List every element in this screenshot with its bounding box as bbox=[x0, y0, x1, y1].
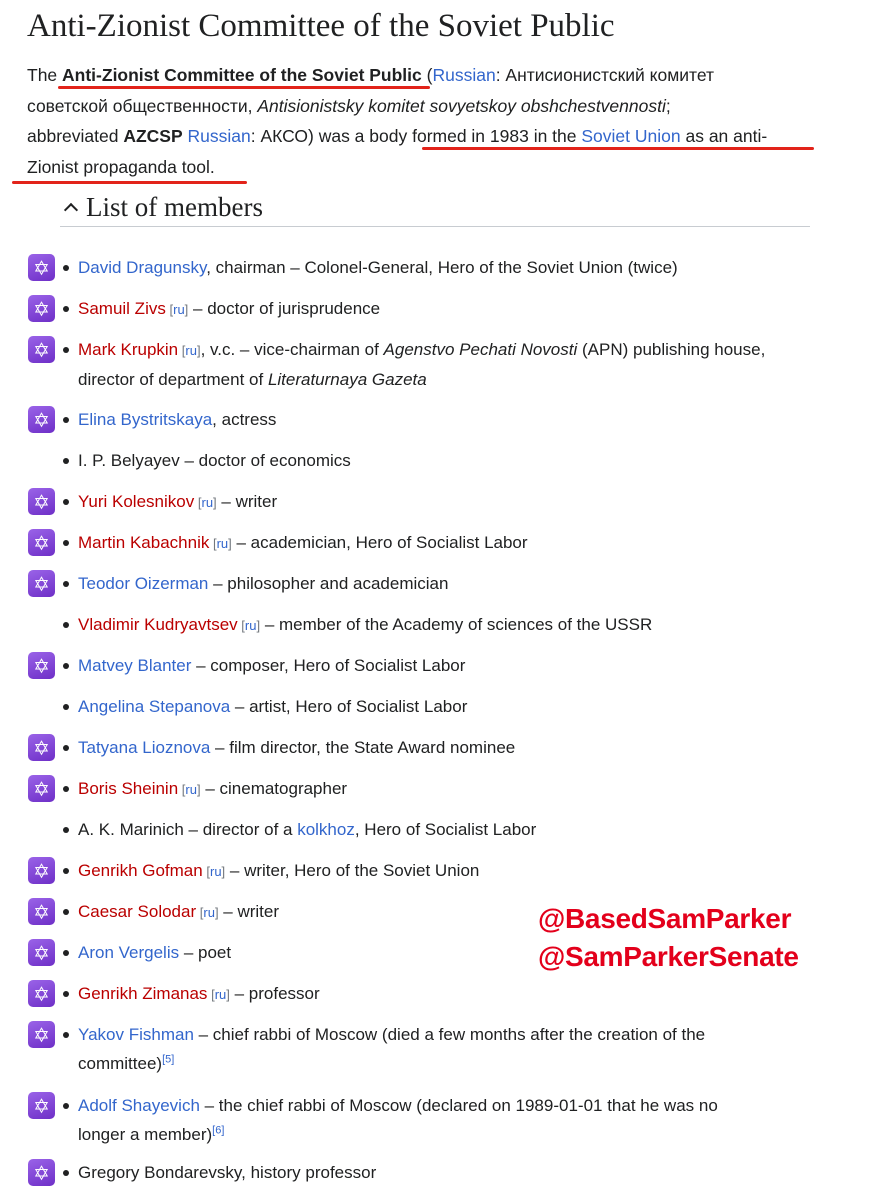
member-description-line2: committee) bbox=[78, 1054, 163, 1073]
star-of-david-icon: ✡ bbox=[28, 1159, 55, 1186]
member-text bbox=[78, 733, 818, 762]
member-description: – poet bbox=[179, 943, 232, 962]
member-name-link[interactable]: Tatyana Lioznova bbox=[78, 738, 211, 757]
member-description: – cinematographer bbox=[200, 779, 348, 798]
ru-tag: ru bbox=[209, 864, 222, 879]
citation-link[interactable]: [6] bbox=[212, 1124, 225, 1137]
star-of-david-icon: ✡ bbox=[28, 336, 55, 363]
bullet bbox=[63, 622, 69, 628]
member-name-link[interactable]: Vladimir Kudryavtsev bbox=[78, 615, 238, 634]
ru-bracket: [ bbox=[197, 495, 202, 510]
bullet bbox=[63, 704, 69, 710]
member-text bbox=[78, 815, 818, 844]
member-name-link[interactable]: Yakov Fishman bbox=[78, 1025, 194, 1044]
bullet bbox=[63, 347, 69, 353]
member-name-link[interactable]: Teodor Oizerman bbox=[78, 574, 209, 593]
ru-bracket: [ bbox=[199, 905, 204, 920]
member-description: – chief rabbi of Moscow (died a few months after the creation of the bbox=[193, 1025, 706, 1044]
transliteration: Antisionistsky komitet sovyetskoy obshchestvennosti bbox=[257, 95, 666, 116]
members-section bbox=[60, 188, 810, 227]
member-description: – writer, Hero of the Soviet Union bbox=[225, 861, 480, 880]
star-of-david-icon: ✡ bbox=[28, 652, 55, 679]
soviet-union-link[interactable]: Soviet Union bbox=[581, 126, 681, 146]
bullet bbox=[63, 950, 69, 956]
star-of-david-icon: ✡ bbox=[28, 939, 55, 966]
ru-tag: ru bbox=[214, 987, 227, 1002]
kolkhoz-link[interactable]: kolkhoz bbox=[297, 820, 355, 839]
member-description: – film director, the State Award nominee bbox=[210, 738, 516, 757]
star-of-david-icon: ✡ bbox=[28, 857, 55, 884]
member-description-line2: longer a member) bbox=[78, 1125, 213, 1144]
member-text bbox=[78, 610, 818, 640]
member-text bbox=[78, 294, 818, 324]
ru-bracket: [ bbox=[169, 302, 174, 317]
star-of-david-icon: ✡ bbox=[28, 734, 55, 761]
member-description: – artist, Hero of Socialist Labor bbox=[230, 697, 468, 716]
star-of-david-icon: ✡ bbox=[28, 529, 55, 556]
member-description: – member of the Academy of sciences of the USSR bbox=[260, 615, 653, 634]
member-text bbox=[78, 405, 818, 434]
member-name-link[interactable]: David Dragunsky bbox=[78, 258, 207, 277]
bullet bbox=[63, 909, 69, 915]
member-text bbox=[78, 979, 818, 1009]
ru-bracket: [ bbox=[181, 782, 186, 797]
star-of-david-icon: ✡ bbox=[28, 980, 55, 1007]
abbreviation: AZCSP bbox=[123, 126, 183, 146]
ru-bracket: ] bbox=[221, 864, 226, 879]
member-description: – composer, Hero of Socialist Labor bbox=[191, 656, 466, 675]
member-description: – doctor of jurisprudence bbox=[188, 299, 381, 318]
bullet bbox=[63, 581, 69, 587]
ru-bracket: [ bbox=[211, 987, 215, 1002]
ru-tag: ru bbox=[201, 495, 214, 510]
member-plain-text: Gregory Bondarevsky, history professor bbox=[78, 1163, 377, 1182]
member-description: – professor bbox=[229, 984, 320, 1003]
watermark-handle-1: @BasedSamParker bbox=[538, 903, 792, 934]
watermark bbox=[538, 900, 799, 976]
russian-language-link[interactable]: Russian bbox=[432, 65, 496, 85]
member-name-link[interactable]: Matvey Blanter bbox=[78, 656, 192, 675]
bullet bbox=[63, 458, 69, 464]
ru-bracket: [ bbox=[241, 618, 245, 633]
member-text bbox=[78, 446, 818, 475]
member-text bbox=[78, 569, 818, 598]
bullet bbox=[63, 499, 69, 505]
ru-bracket: [ bbox=[206, 864, 210, 879]
ru-tag: ru bbox=[185, 343, 197, 358]
bullet bbox=[63, 991, 69, 997]
ru-tag: ru bbox=[173, 302, 185, 317]
star-of-david-icon: ✡ bbox=[28, 295, 55, 322]
bullet bbox=[63, 827, 69, 833]
bullet bbox=[63, 1170, 69, 1176]
member-description: – writer bbox=[216, 492, 278, 511]
member-text bbox=[78, 1091, 818, 1149]
member-name-link[interactable]: Elina Bystritskaya bbox=[78, 410, 213, 429]
ru-tag: ru bbox=[203, 905, 215, 920]
member-name-link[interactable]: Adolf Shayevich bbox=[78, 1096, 200, 1115]
ru-tag: ru bbox=[216, 536, 229, 551]
ru-interlanguage-link[interactable] bbox=[238, 618, 260, 633]
red-underline-propaganda bbox=[12, 181, 247, 184]
ru-interlanguage-link[interactable] bbox=[203, 864, 225, 879]
ru-bracket: ] bbox=[226, 987, 230, 1002]
section-title: List of members bbox=[86, 191, 263, 222]
star-of-david-icon: ✡ bbox=[28, 488, 55, 515]
intro-text: as an anti- bbox=[680, 126, 768, 146]
member-name-link[interactable]: Caesar Solodar bbox=[78, 902, 197, 921]
intro-text: ( bbox=[421, 65, 433, 85]
watermark-handle-2: @SamParkerSenate bbox=[538, 941, 799, 972]
bullet bbox=[63, 786, 69, 792]
red-underline-formed bbox=[422, 147, 814, 150]
member-text bbox=[78, 528, 818, 558]
ru-interlanguage-link[interactable] bbox=[196, 905, 218, 920]
member-text bbox=[78, 856, 818, 886]
ru-bracket: ] bbox=[184, 302, 189, 317]
ru-tag: ru bbox=[244, 618, 257, 633]
ru-interlanguage-link[interactable] bbox=[209, 536, 231, 551]
member-description-italic: Literaturnaya Gazeta bbox=[267, 370, 427, 389]
intro-text: ; bbox=[665, 95, 671, 116]
bullet bbox=[63, 868, 69, 874]
intro-text: советской общественности, bbox=[27, 95, 258, 116]
member-name-link[interactable]: Samuil Zivs bbox=[78, 299, 166, 318]
ru-bracket: ] bbox=[256, 618, 261, 633]
star-of-david-icon: ✡ bbox=[28, 775, 55, 802]
bold-title-name: Anti-Zionist Committee of the Soviet Public bbox=[62, 65, 422, 85]
bullet bbox=[63, 1103, 69, 1109]
member-text bbox=[78, 1158, 818, 1187]
ru-bracket: ] bbox=[213, 495, 217, 510]
ru-interlanguage-link[interactable] bbox=[166, 302, 188, 317]
ru-interlanguage-link[interactable] bbox=[178, 782, 200, 797]
member-plain-text: A. K. Marinich – director of a bbox=[78, 820, 298, 839]
member-description: , chairman – Colonel-General, Hero of the Soviet Union (twice) bbox=[206, 258, 678, 277]
member-name-link[interactable]: Aron Vergelis bbox=[78, 943, 180, 962]
member-description: , v.c. – vice-chairman of bbox=[200, 340, 384, 359]
member-description: – writer bbox=[218, 902, 280, 921]
star-of-david-icon: ✡ bbox=[28, 1092, 55, 1119]
member-description: – academician, Hero of Socialist Labor bbox=[231, 533, 528, 552]
member-name-link[interactable]: Genrikh Gofman bbox=[78, 861, 203, 880]
intro-text: abbreviated bbox=[27, 126, 124, 146]
intro-line-4 bbox=[27, 152, 827, 183]
ru-interlanguage-link[interactable] bbox=[207, 987, 229, 1002]
member-name-link[interactable]: Genrikh Zimanas bbox=[78, 984, 208, 1003]
member-name-link[interactable]: Martin Kabachnik bbox=[78, 533, 210, 552]
star-of-david-icon: ✡ bbox=[28, 254, 55, 281]
bullet bbox=[63, 306, 69, 312]
member-text bbox=[78, 692, 818, 721]
ru-bracket: [ bbox=[181, 343, 186, 358]
member-text bbox=[78, 487, 818, 517]
intro-text: The bbox=[27, 65, 63, 85]
intro-text: formed in 1983 in the bbox=[412, 126, 582, 146]
bullet bbox=[63, 540, 69, 546]
star-of-david-icon: ✡ bbox=[28, 898, 55, 925]
citation-link[interactable]: [5] bbox=[162, 1053, 175, 1066]
star-of-david-icon: ✡ bbox=[28, 406, 55, 433]
member-plain-text: , Hero of Socialist Labor bbox=[354, 820, 537, 839]
ru-bracket: ] bbox=[196, 343, 201, 358]
member-description: (APN) publishing house, bbox=[577, 340, 766, 359]
member-plain-text: I. P. Belyayev – doctor of economics bbox=[78, 451, 351, 470]
bullet bbox=[63, 265, 69, 271]
ru-interlanguage-link[interactable] bbox=[194, 495, 216, 510]
star-of-david-icon: ✡ bbox=[28, 1021, 55, 1048]
section-header[interactable] bbox=[60, 188, 810, 227]
intro-line-2 bbox=[27, 91, 827, 122]
member-name-link[interactable]: Boris Sheinin bbox=[78, 779, 179, 798]
member-text bbox=[78, 651, 818, 680]
bullet bbox=[63, 1032, 69, 1038]
member-description-line2: director of department of bbox=[78, 370, 268, 389]
member-text bbox=[78, 774, 818, 804]
page-title: Anti-Zionist Committee of the Soviet Public bbox=[27, 8, 615, 44]
member-description: – philosopher and academician bbox=[208, 574, 449, 593]
member-name-link[interactable]: Mark Krupkin bbox=[78, 340, 179, 359]
russian-language-link-2[interactable]: Russian bbox=[187, 126, 251, 146]
ru-bracket: ] bbox=[228, 536, 232, 551]
bullet bbox=[63, 745, 69, 751]
star-of-david-icon: ✡ bbox=[28, 570, 55, 597]
chevron-up-icon[interactable] bbox=[60, 196, 82, 218]
member-name-link[interactable]: Yuri Kolesnikov bbox=[78, 492, 195, 511]
member-text bbox=[78, 335, 818, 394]
member-text bbox=[78, 1020, 818, 1078]
member-name-link[interactable]: Angelina Stepanova bbox=[78, 697, 231, 716]
ru-interlanguage-link[interactable] bbox=[178, 343, 200, 358]
intro-paragraph bbox=[27, 60, 827, 182]
member-description: – the chief rabbi of Moscow (declared on 1989-01-01 that he was no bbox=[199, 1096, 718, 1115]
bullet bbox=[63, 663, 69, 669]
ru-bracket: ] bbox=[214, 905, 219, 920]
intro-text: : АКСО) was a body bbox=[250, 126, 413, 146]
intro-text: : Антисионистский комитет bbox=[495, 65, 715, 85]
red-underline-title bbox=[58, 86, 430, 89]
ru-bracket: ] bbox=[196, 782, 201, 797]
intro-text: Zionist propaganda tool. bbox=[27, 156, 215, 177]
member-description: , actress bbox=[212, 410, 277, 429]
ru-tag: ru bbox=[185, 782, 197, 797]
bullet bbox=[63, 417, 69, 423]
member-description-italic: Agenstvo Pechati Novosti bbox=[383, 340, 578, 359]
member-text bbox=[78, 253, 818, 282]
ru-bracket: [ bbox=[212, 536, 217, 551]
